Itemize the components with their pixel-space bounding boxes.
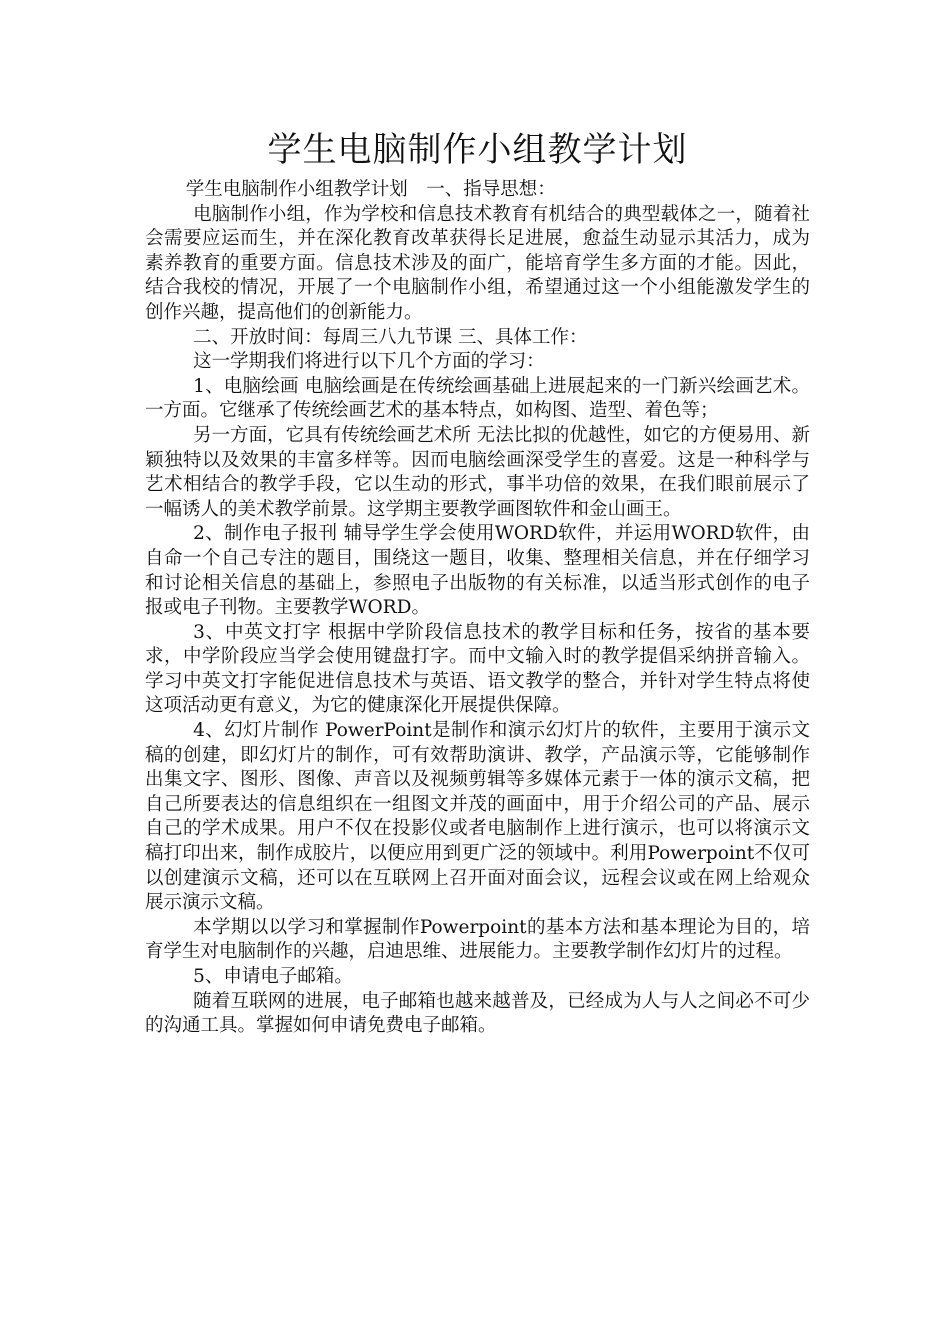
paragraph-e-newspaper: 2、制作电子报刊 辅导学生学会使用WORD软件，并运用WORD软件，由自命一个自己专注的题目，围绕这一题目，收集、整理相关信息，并在仔细学习和讨论相关信息的基础上，参照电子出版物的有关标准，以适当形式创作的电子报或电子刊物。主要教学WORD。 — [145, 523, 810, 619]
paragraph-semester-intro: 这一学期我们将进行以下几个方面的学习： — [193, 351, 545, 373]
paragraph-slideshow: 4、幻灯片制作 PowerPoint是制作和演示幻灯片的软件，主要用于演示文稿的创建，即幻灯片的制作，可有效帮助演讲、教学，产品演示等，它能够制作出集文字、图形、图像、声音以及视频剪辑等多媒体元素于一体的演示文稿，把自己所要表达的信息组织在一组图文并茂的画面中，用于介绍公司的产品、展示自己的学术成果。用户不仅在投影仪或者电脑制作上进行演示，也可以将演示文稿打印出来，制作成胶片，以便应用到更广泛的领域中。利用Powerpoint不仅可以创建演示文稿，还可以在互联网上召开面对面会议，远程会议或在网上给观众展示演示文稿。 — [145, 720, 810, 914]
document-body — [145, 128, 810, 1039]
paragraph-guiding-idea: 电脑制作小组，作为学校和信息技术教育有机结合的典型载体之一，随着社会需要应运而生，并在深化教育改革获得长足进展，愈益生动显示其活力，成为素养教育的重要方面。信息技术涉及的面广，能培育学生多方面的才能。因此，结合我校的情况，开展了一个电脑制作小组，希望通过这一个小组能激发学生的创作兴趣，提高他们的创新能力。 — [145, 203, 810, 323]
paragraph-email-heading: 5、申请电子邮箱。 — [193, 966, 353, 987]
paragraph-open-time: 二、开放时间：每周三八九节课 三、具体工作： — [193, 326, 588, 348]
paragraph-powerpoint-goal: 本学期以以学习和掌握制作Powerpoint的基本方法和基本理论为目的，培育学生对电脑制作的兴趣，启迪思维、进展能力。主要教学制作幻灯片的过程。 — [145, 916, 810, 963]
paragraph-drawing-advantages: 另一方面，它具有传统绘画艺术所 无法比拟的优越性，如它的方便易用、新颖独特以及效果的丰富多样等。因而电脑绘画深受学生的喜爱。这是一种科学与艺术相结合的教学手段，它以生动的形式，事半功倍的效果，在我们眼前展示了一幅诱人的美术教学前景。这学期主要教学画图软件和金山画王。 — [145, 424, 810, 520]
paragraph-email: 随着互联网的进展，电子邮箱也越来越普及，已经成为人与人之间必不可少的沟通工具。掌握如何申请免费电子邮箱。 — [145, 990, 810, 1037]
paragraph-typing: 3、中英文打字 根据中学阶段信息技术的教学目标和任务，按省的基本要求，中学阶段应当学会使用键盘打字。而中文输入时的教学提倡采纳拼音输入。学习中英文打字能促进信息技术与英语、语文教学的整合，并针对学生特点将使这项活动更有意义，为它的健康深化开展提供保障。 — [145, 621, 810, 717]
document-title: 学生电脑制作小组教学计划 — [267, 130, 688, 170]
paragraph-computer-drawing: 1、电脑绘画 电脑绘画是在传统绘画基础上进展起来的一门新兴绘画艺术。一方面。它继承了传统绘画艺术的基本特点，如构图、造型、着色等； — [145, 375, 810, 422]
paragraph-intro-heading: 学生电脑制作小组教学计划 一、指导思想： — [185, 179, 556, 200]
